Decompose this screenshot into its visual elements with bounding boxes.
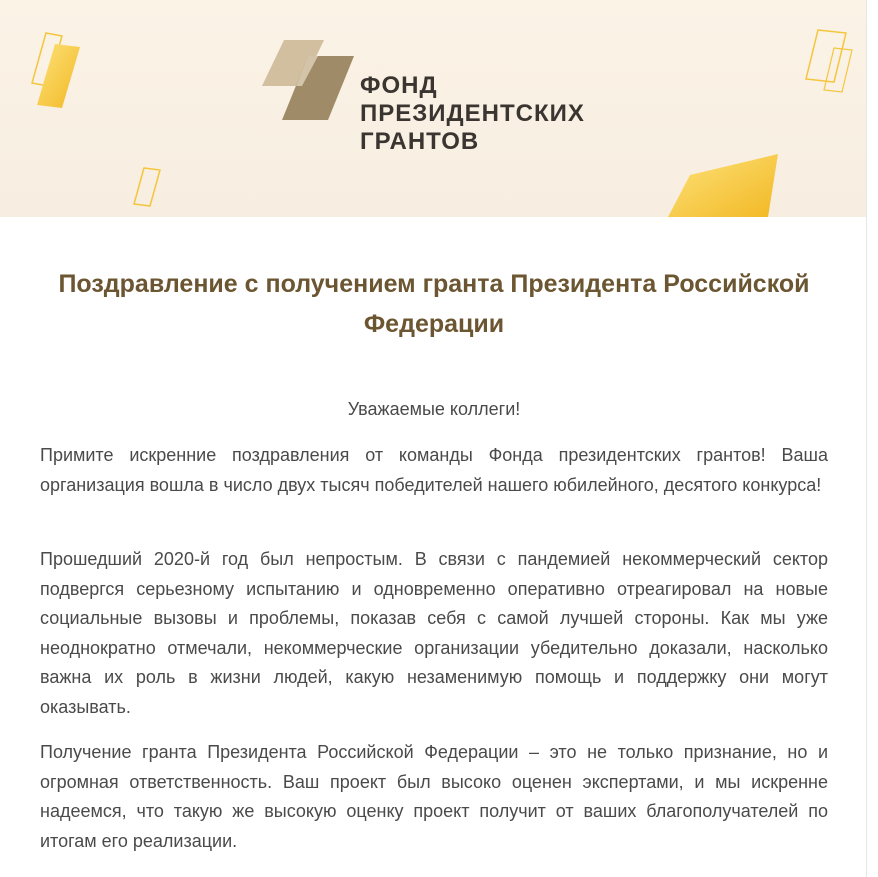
gold-outline-shape bbox=[824, 48, 852, 92]
paragraph-congratulations: Примите искренние поздравления от команды Фонда президентских грантов! Ваша организация вошла в число двух тысяч победителей нашего юбилейного, десятого конкурса! bbox=[40, 445, 828, 495]
email-title: Поздравление с получением гранта Президента Российской Федерации bbox=[58, 270, 810, 338]
fund-logo[interactable] bbox=[258, 38, 618, 168]
fund-logo-mark-icon bbox=[258, 38, 358, 128]
gold-outline-shape bbox=[806, 30, 846, 82]
logo-line: ПРЕЗИДЕНТСКИХ bbox=[360, 100, 585, 127]
gold-parallelogram-shape bbox=[668, 154, 778, 217]
header-banner bbox=[0, 0, 866, 217]
gold-parallelogram-shape bbox=[37, 44, 80, 108]
greeting-text: Уважаемые коллеги! bbox=[347, 399, 521, 419]
logo-text bbox=[360, 72, 585, 156]
logo-line: ГРАНТОВ bbox=[360, 128, 480, 155]
email-content bbox=[0, 217, 866, 877]
paragraph-responsibility: Получение гранта Президента Российской Федерации – это не только признание, но и огромная ответственность. Ваш проект был высоко оценен экспертами, и мы искренне надеемся, что такую же высокую оценку проект получит от ваших благополучателей по итогам его реализации. bbox=[40, 742, 828, 851]
logo-line: ФОНД bbox=[360, 72, 438, 99]
paragraph-pandemic: Прошедший 2020-й год был непростым. В связи с пандемией некоммерческий сектор подвергся серьезному испытанию и одновременно оперативно отреагировал на новые социальные вызовы и проблемы, показав себя с самой лучшей стороны. Как мы уже неоднократно отмечали, некоммерческие организации убедительно доказали, насколько важна их роль в жизни людей, какую незаменимую помощь и поддержку они могут оказывать. bbox=[40, 549, 828, 717]
gold-outline-shape bbox=[134, 168, 160, 206]
